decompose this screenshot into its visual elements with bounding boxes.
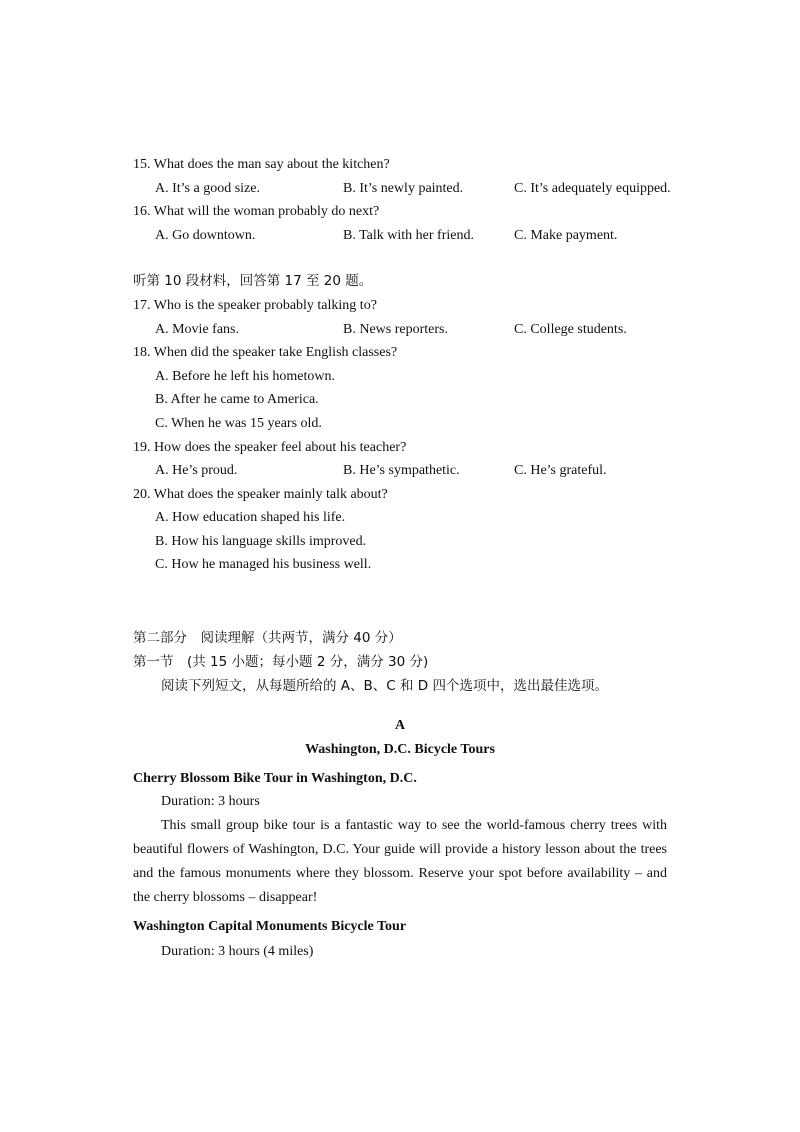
q20-option-b: B. How his language skills improved. xyxy=(155,534,367,549)
tour2-name: Washington Capital Monuments Bicycle Tour xyxy=(133,919,407,934)
q17-option-a: A. Movie fans. xyxy=(155,322,239,337)
q16-option-b: B. Talk with her friend. xyxy=(343,228,474,243)
passage-title: Washington, D.C. Bicycle Tours xyxy=(305,742,495,757)
question-16: 16. What will the woman probably do next? xyxy=(133,204,380,219)
tour1-name: Cherry Blossom Bike Tour in Washington, D.C. xyxy=(133,771,417,786)
q18-option-c: C. When he was 15 years old. xyxy=(155,416,322,431)
q20-option-a: A. How education shaped his life. xyxy=(155,510,346,525)
question-19: 19. How does the speaker feel about his teacher? xyxy=(133,440,407,455)
q16-option-a: A. Go downtown. xyxy=(155,228,256,243)
question-15: 15. What does the man say about the kitchen? xyxy=(133,157,390,172)
tour1-duration: Duration: 3 hours xyxy=(161,794,260,809)
listening-section-instruction: 听第 10 段材料，回答第 17 至 20 题。 xyxy=(133,273,373,289)
q19-option-b: B. He’s sympathetic. xyxy=(343,463,460,478)
reading-section-title: 第一节 (共 15 小题；每小题 2 分，满分 30 分) xyxy=(133,654,429,670)
tour2-duration: Duration: 3 hours (4 miles) xyxy=(161,944,314,959)
reading-instruction: 阅读下列短文，从每题所给的 A、B、C 和 D 四个选项中，选出最佳选项。 xyxy=(161,678,608,694)
q16-option-c: C. Make payment. xyxy=(514,228,618,243)
q20-option-c: C. How he managed his business well. xyxy=(155,557,372,572)
q15-option-c: C. It’s adequately equipped. xyxy=(514,181,671,196)
tour1-description: This small group bike tour is a fantastic way to see the world-famous cherry trees with beautiful flowers of Washington, D.C. Your guide will provide a history lesson about the trees and the famous monuments where they blossom. Reserve your spot before availability – and the cherry blossoms – disappear! xyxy=(133,818,667,905)
question-18: 18. When did the speaker take English classes? xyxy=(133,345,398,360)
q18-option-b: B. After he came to America. xyxy=(155,392,319,407)
question-20: 20. What does the speaker mainly talk about? xyxy=(133,487,388,502)
reading-part-title: 第二部分 阅读理解（共两节，满分 40 分） xyxy=(133,630,402,646)
q17-option-b: B. News reporters. xyxy=(343,322,448,337)
q17-option-c: C. College students. xyxy=(514,322,627,337)
question-17: 17. Who is the speaker probably talking to? xyxy=(133,298,377,313)
q19-option-a: A. He’s proud. xyxy=(155,463,238,478)
passage-letter: A xyxy=(394,718,406,733)
q15-option-b: B. It’s newly painted. xyxy=(343,181,464,196)
q15-option-a: A. It’s a good size. xyxy=(155,181,260,196)
q19-option-c: C. He’s grateful. xyxy=(514,463,607,478)
q18-option-a: A. Before he left his hometown. xyxy=(155,369,336,384)
